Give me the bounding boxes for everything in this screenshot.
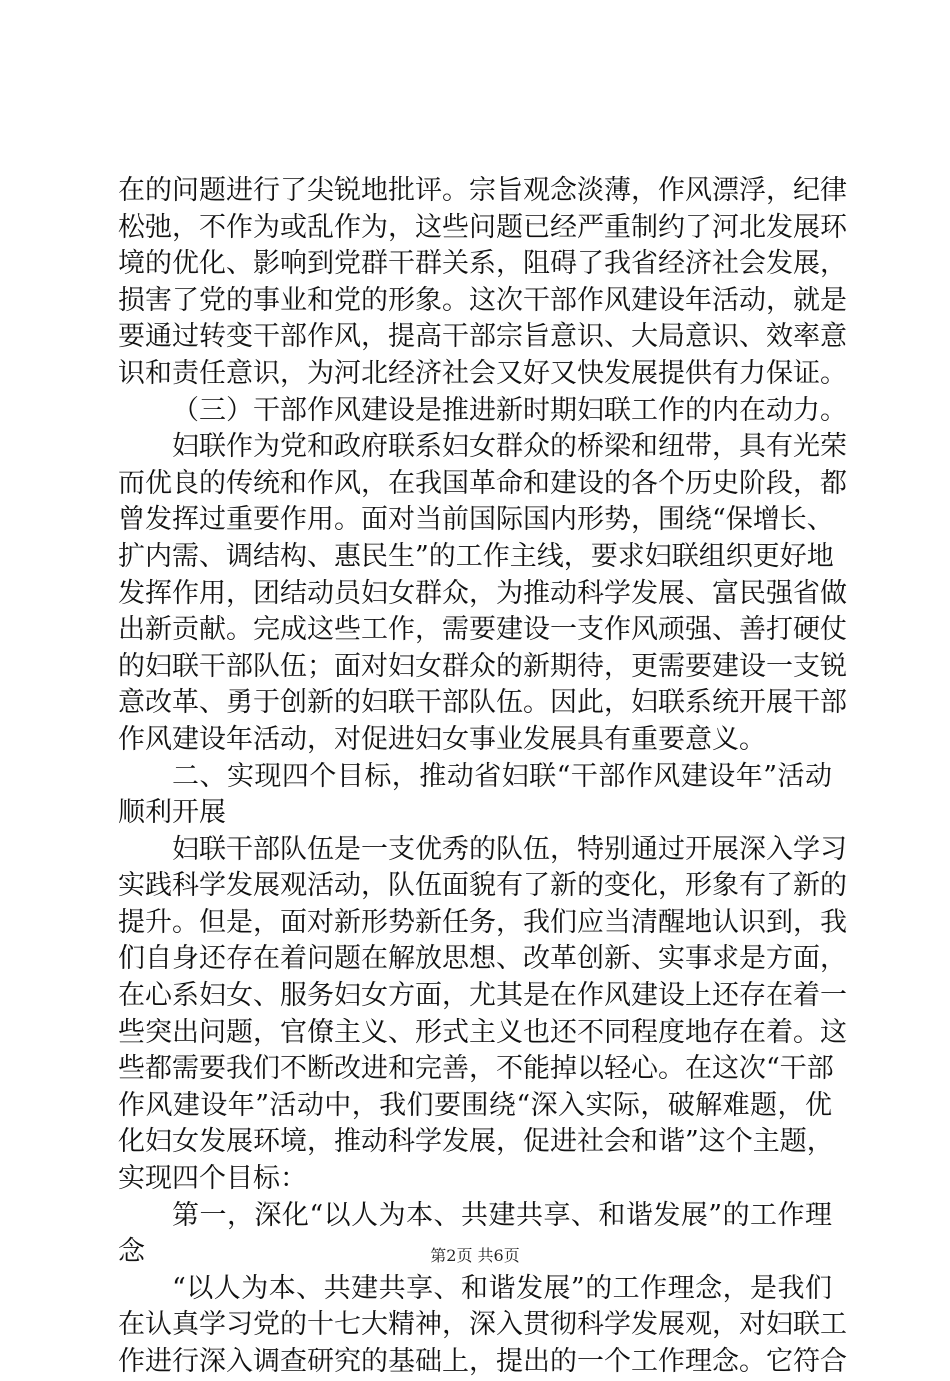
text-line: 识和责任意识，为河北经济社会又好又快发展提供有力保证。 xyxy=(118,357,847,389)
text-line: 作进行深入调查研究的基础上，提出的一个工作理念。它符合 xyxy=(118,1346,847,1377)
page-number-footer: 第2页 共6页 xyxy=(430,1246,520,1265)
text-line: 损害了党的事业和党的形象。这次干部作风建设年活动，就是 xyxy=(118,284,847,316)
text-line: 境的优化、影响到党群干群关系，阻碍了我省经济社会发展， xyxy=(118,248,847,280)
text-line: 妇联干部队伍是一支优秀的队伍，特别通过开展深入学习 xyxy=(172,833,847,865)
text-line: 在认真学习党的十七大精神，深入贯彻科学发展观，对妇联工 xyxy=(118,1309,847,1341)
text-line: 扩内需、调结构、惠民生”的工作主线，要求妇联组织更好地 xyxy=(118,540,834,572)
document-body xyxy=(118,173,847,1381)
text-line: 在的问题进行了尖锐地批评。宗旨观念淡薄，作风漂浮，纪律 xyxy=(118,175,847,206)
text-line: 曾发挥过重要作用。面对当前国际国内形势，围绕“保增长、 xyxy=(118,504,834,536)
text-line: 的妇联干部队伍；面对妇女群众的新期待，更需要建设一支锐 xyxy=(118,650,847,682)
text-line: 念 xyxy=(118,1236,145,1268)
text-line: 二、实现四个目标，推动省妇联“干部作风建设年”活动 xyxy=(172,760,832,792)
text-line: 在心系妇女、服务妇女方面，尤其是在作风建设上还存在着一 xyxy=(118,980,847,1012)
text-line: 出新贡献。完成这些工作，需要建设一支作风顽强、善打硬仗 xyxy=(118,614,847,646)
text-line: 发挥作用，团结动员妇女群众，为推动科学发展、富民强省做 xyxy=(118,577,847,609)
text-line: 而优良的传统和作风，在我国革命和建设的各个历史阶段，都 xyxy=(118,467,847,499)
text-line: 实现四个目标： xyxy=(118,1163,307,1195)
text-line: 些突出问题，官僚主义、形式主义也还不同程度地存在着。这 xyxy=(118,1016,847,1048)
text-line: 要通过转变干部作风，提高干部宗旨意识、大局意识、效率意 xyxy=(118,321,847,353)
text-line: （三）干部作风建设是推进新时期妇联工作的内在动力。 xyxy=(172,394,847,426)
text-line: 妇联作为党和政府联系妇女群众的桥梁和纽带，具有光荣 xyxy=(172,431,847,463)
text-line: 松弛，不作为或乱作为，这些问题已经严重制约了河北发展环 xyxy=(118,211,847,243)
text-line: 实践科学发展观活动，队伍面貌有了新的变化，形象有了新的 xyxy=(118,870,847,902)
text-line: 化妇女发展环境，推动科学发展，促进社会和谐”这个主题， xyxy=(118,1126,834,1158)
text-line: 作风建设年活动，对促进妇女事业发展具有重要意义。 xyxy=(118,723,766,755)
text-line: 第一，深化“以人为本、共建共享、和谐发展”的工作理 xyxy=(172,1199,832,1231)
text-line: 提升。但是，面对新形势新任务，我们应当清醒地认识到，我 xyxy=(118,906,847,938)
text-line: “以人为本、共建共享、和谐发展”的工作理念，是我们 xyxy=(172,1272,832,1304)
text-line: 些都需要我们不断改进和完善，不能掉以轻心。在这次“干部 xyxy=(118,1053,834,1085)
text-line: 顺利开展 xyxy=(118,797,226,829)
text-line: 意改革、勇于创新的妇联干部队伍。因此，妇联系统开展干部 xyxy=(118,687,847,719)
text-line: 们自身还存在着问题在解放思想、改革创新、实事求是方面， xyxy=(118,943,847,975)
text-line: 作风建设年”活动中，我们要围绕“深入实际，破解难题，优 xyxy=(118,1089,832,1121)
